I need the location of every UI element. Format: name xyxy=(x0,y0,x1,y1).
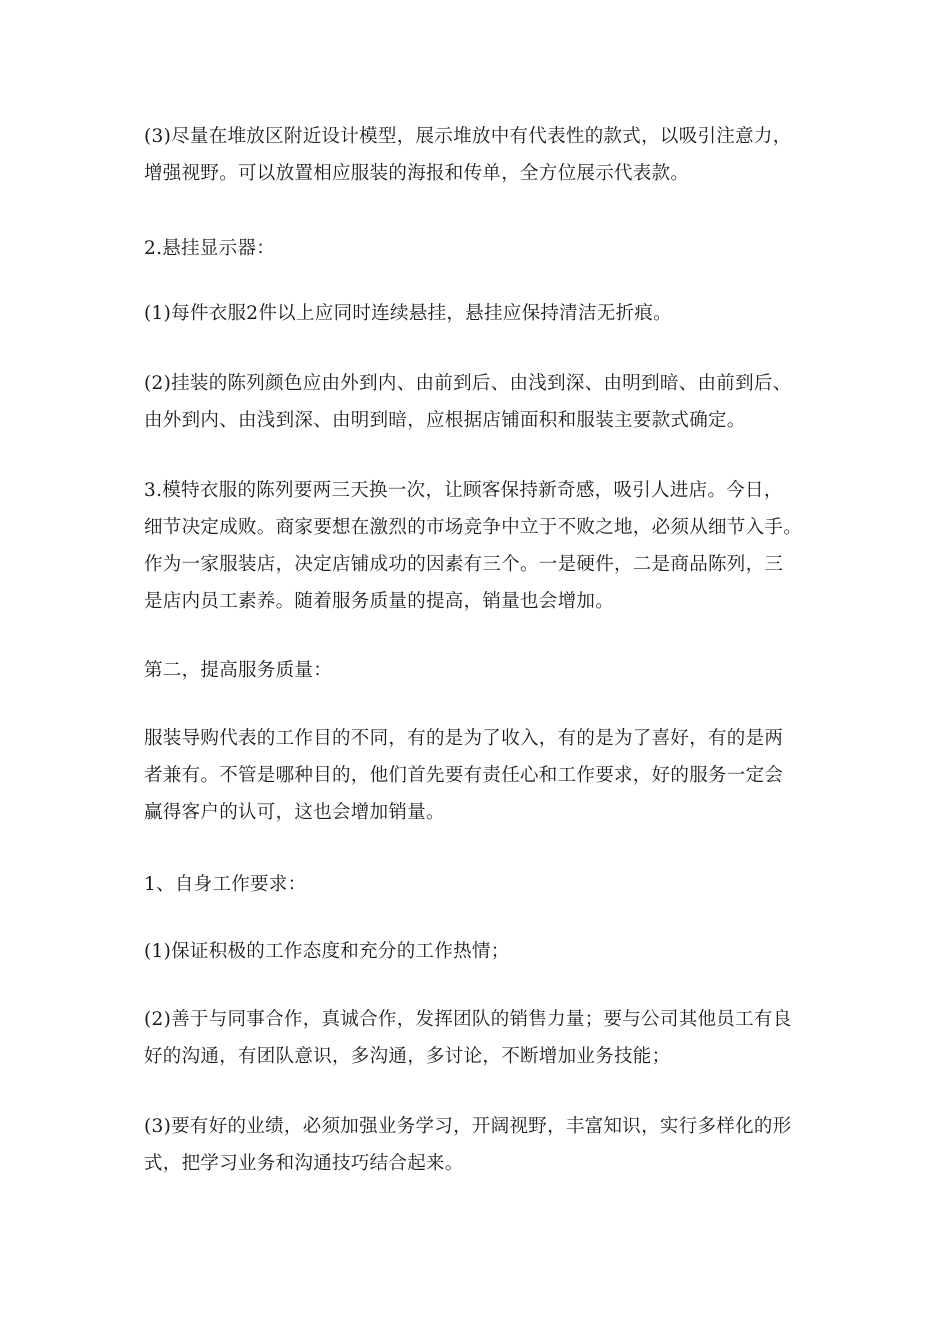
text-line: 好的沟通，有团队意识，多沟通，多讨论，不断增加业务技能； xyxy=(144,1046,671,1067)
text-line: (3)尽量在堆放区附近设计模型，展示堆放中有代表性的款式，以吸引注意力， xyxy=(144,126,792,147)
text-line: 2.悬挂显示器： xyxy=(144,238,276,259)
text-line: 3.模特衣服的陈列要两三天换一次，让顾客保持新奇感，吸引人进店。今日， xyxy=(144,480,783,501)
text-line: 式，把学习业务和沟通技巧结合起来。 xyxy=(144,1153,464,1174)
text-line: 第二，提高服务质量： xyxy=(144,660,333,681)
text-line: 作为一家服装店，决定店铺成功的因素有三个。一是硬件，二是商品陈列，三 xyxy=(144,554,784,575)
text-line: (1)保证积极的工作态度和充分的工作热情； xyxy=(144,941,510,962)
text-line: 细节决定成败。商家要想在激烈的市场竞争中立于不败之地，必须从细节入手。 xyxy=(144,517,803,538)
paragraph-requirement-1 xyxy=(144,933,814,970)
heading-hanging-display xyxy=(144,230,814,267)
paragraph-display-model xyxy=(144,118,814,192)
text-line: 由外到内、由浅到深、由明到暗，应根据店铺面积和服装主要款式确定。 xyxy=(144,410,746,431)
paragraph-requirement-3 xyxy=(144,1108,814,1182)
text-line: 增强视野。可以放置相应服装的海报和传单，全方位展示代表款。 xyxy=(144,163,690,184)
text-line: 赢得客户的认可，这也会增加销量。 xyxy=(144,802,445,823)
paragraph-hanging-rule-1 xyxy=(144,295,814,332)
text-line: (1)每件衣服2件以上应同时连续悬挂，悬挂应保持清洁无折痕。 xyxy=(144,303,672,324)
text-line: 服装导购代表的工作目的不同，有的是为了收入，有的是为了喜好，有的是两 xyxy=(144,728,784,749)
text-line: (2)善于与同事合作，真诚合作，发挥团队的销售力量；要与公司其他员工有良 xyxy=(144,1009,792,1030)
paragraph-sales-guide xyxy=(144,720,814,831)
heading-service-quality xyxy=(144,652,814,689)
paragraph-hanging-rule-2 xyxy=(144,365,814,439)
text-line: 1、自身工作要求： xyxy=(144,874,307,895)
text-line: (3)要有好的业绩，必须加强业务学习，开阔视野，丰富知识，实行多样化的形 xyxy=(144,1116,792,1137)
text-line: 者兼有。不管是哪种目的，他们首先要有责任心和工作要求，好的服务一定会 xyxy=(144,765,784,786)
paragraph-requirement-2 xyxy=(144,1001,814,1075)
paragraph-mannequin xyxy=(144,472,814,620)
text-line: (2)挂装的陈列颜色应由外到内、由前到后、由浅到深、由明到暗、由前到后、 xyxy=(144,373,792,394)
heading-self-requirements xyxy=(144,866,814,903)
text-line: 是店内员工素养。随着服务质量的提高，销量也会增加。 xyxy=(144,591,615,612)
